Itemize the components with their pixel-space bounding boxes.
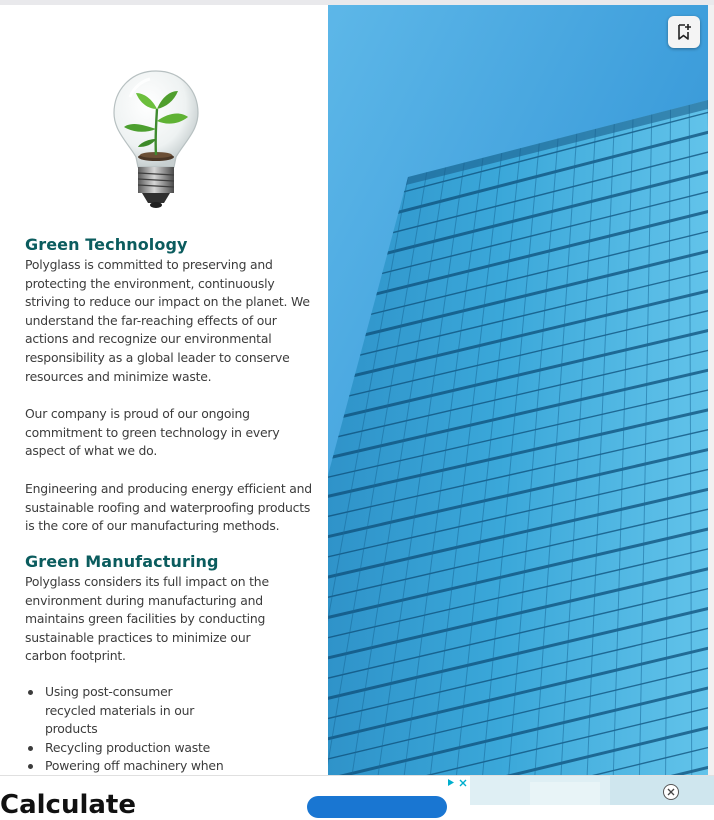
play-triangle-icon — [445, 776, 457, 789]
green-technology-paragraph-3: Engineering and producing energy efficient and sustainable roofing and waterproofing products is the core of our manufacturing methods. — [25, 481, 312, 534]
bookmark-add-icon — [676, 23, 692, 41]
close-x-icon[interactable] — [457, 776, 469, 789]
ad-banner[interactable] — [0, 775, 714, 820]
bullet-text: Powering off machinery when — [45, 758, 224, 774]
bullet-dot-icon — [28, 746, 33, 751]
brochure-page — [0, 5, 708, 775]
close-icon — [667, 788, 675, 796]
scrollbar[interactable] — [708, 5, 714, 775]
left-text-column — [0, 5, 328, 775]
green-manufacturing-paragraph: Polyglass considers its full impact on the environment during manufacturing and maintains green facilities by conducting sustainable practices to minimize our carbon footprint. — [25, 574, 269, 664]
bullet-dot-icon — [28, 764, 33, 769]
bullet-dot-icon — [28, 690, 33, 695]
green-technology-paragraph-2: Our company is proud of our ongoing commitment to green technology in every aspect of what we do. — [25, 406, 280, 459]
bullet-item — [25, 739, 315, 758]
ad-choices[interactable] — [445, 776, 469, 789]
glass-building-photo — [328, 5, 708, 775]
green-technology-heading: Green Technology — [25, 235, 188, 254]
light-bulb-plant-image — [108, 67, 204, 213]
bullet-text: Using post-consumer recycled materials in our products — [45, 684, 195, 737]
bullet-text: Recycling production waste — [45, 739, 211, 755]
green-manufacturing-heading: Green Manufacturing — [25, 552, 219, 571]
bullet-item — [25, 683, 225, 739]
ad-headline: Calculate — [0, 790, 136, 820]
ad-close-button[interactable] — [663, 784, 679, 800]
bookmark-button[interactable] — [668, 16, 700, 48]
green-technology-paragraph-1: Polyglass is committed to preserving and protecting the environment, continuously striving to reduce our impact on the planet. We understand the far-reaching effects of our actions and recognize our environmental responsibility as a global leader to conserve resources and minimize waste. — [25, 257, 310, 384]
ad-cta-button[interactable] — [307, 796, 447, 818]
